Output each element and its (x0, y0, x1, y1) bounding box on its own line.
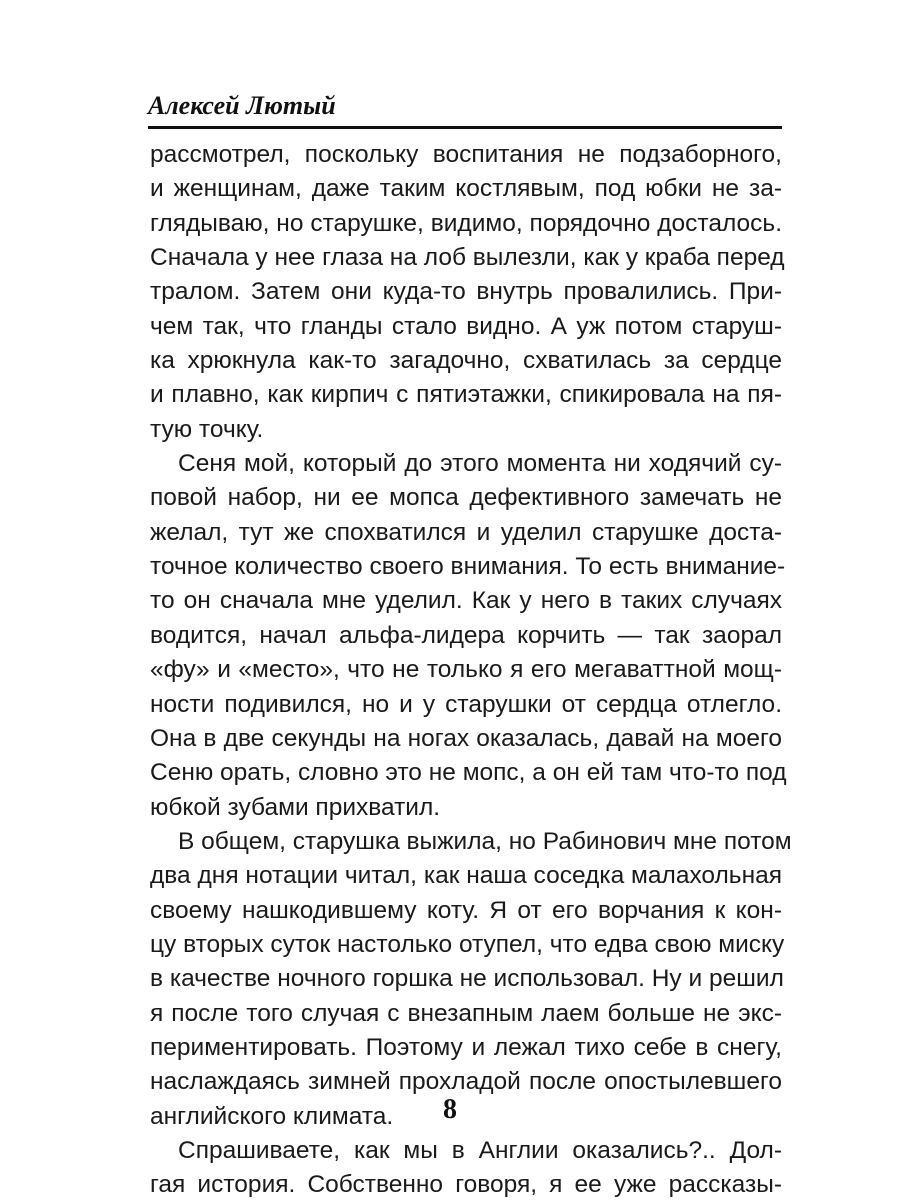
text-line: водится, начал альфа-лидера корчить — так заорал (150, 621, 782, 649)
text-line: я после того случая с внезапным лаем больше не экс- (150, 999, 782, 1027)
text-line: гая история. Собственно говоря, я ее уже рассказы- (150, 1171, 782, 1199)
text-line: два дня нотации читал, как наша соседка малахольная (150, 862, 782, 890)
text-line: Спрашиваете, как мы в Англии оказались?.. Дол- (178, 1136, 782, 1164)
text-line: периментировать. Поэтому и лежал тихо себе в снегу, (150, 1033, 782, 1061)
text-line: наслаждаясь зимней прохладой после опостылевшего (150, 1068, 782, 1096)
text-line: Сеню орать, словно это не мопс, а он ей там что-то под (150, 759, 787, 787)
running-head-author: Алексей Лютый (148, 91, 336, 120)
text-line: английского климата. (150, 1102, 394, 1130)
text-line: «фу» и «место», что не только я его мегаваттной мощ- (150, 656, 782, 684)
text-line: и женщинам, даже таким костлявым, под юбки не за- (150, 175, 782, 203)
text-line: чем так, что гланды стало видно. А уж потом старуш- (150, 312, 782, 340)
text-line: точное количество своего внимания. То есть внимание- (150, 553, 786, 581)
header-rule (148, 126, 782, 129)
body-text (150, 138, 792, 1203)
text-line: цу вторых суток настолько отупел, что едва свою миску (150, 930, 785, 958)
text-line: в качестве ночного горшка не использовал. Ну и решил (150, 965, 784, 993)
text-line: повой набор, ни ее мопса дефективного замечать не (150, 484, 782, 512)
text-line: желал, тут же спохватился и уделил старушке доста- (150, 518, 782, 546)
text-line: Она в две секунды на ногах оказалась, давай на моего (150, 724, 782, 752)
text-line: своему нашкодившему коту. Я от его ворчания к кон- (150, 896, 782, 924)
text-line: Сначала у нее глаза на лоб вылезли, как у краба перед (150, 244, 785, 272)
text-line: В общем, старушка выжила, но Рабинович мне потом (178, 827, 792, 855)
text-line: ности подивился, но и у старушки от сердца отлегло. (150, 690, 782, 718)
text-line: ка хрюкнула как-то загадочно, схватилась за сердце (150, 347, 782, 375)
text-line: Сеня мой, который до этого момента ни ходячий су- (178, 450, 782, 478)
text-line: и плавно, как кирпич с пятиэтажки, спикировала на пя- (150, 381, 782, 409)
text-line: то он сначала мне уделил. Как у него в таких случаях (150, 587, 782, 615)
text-line: глядываю, но старушке, видимо, порядочно досталось. (150, 209, 782, 237)
page-number: 8 (443, 1094, 457, 1125)
text-line: тую точку. (150, 415, 264, 443)
text-line: тралом. Затем они куда-то внутрь провалились. При- (150, 278, 782, 306)
text-line: рассмотрел, поскольку воспитания не подзаборного, (150, 141, 782, 168)
text-line: юбкой зубами прихватил. (150, 793, 441, 821)
